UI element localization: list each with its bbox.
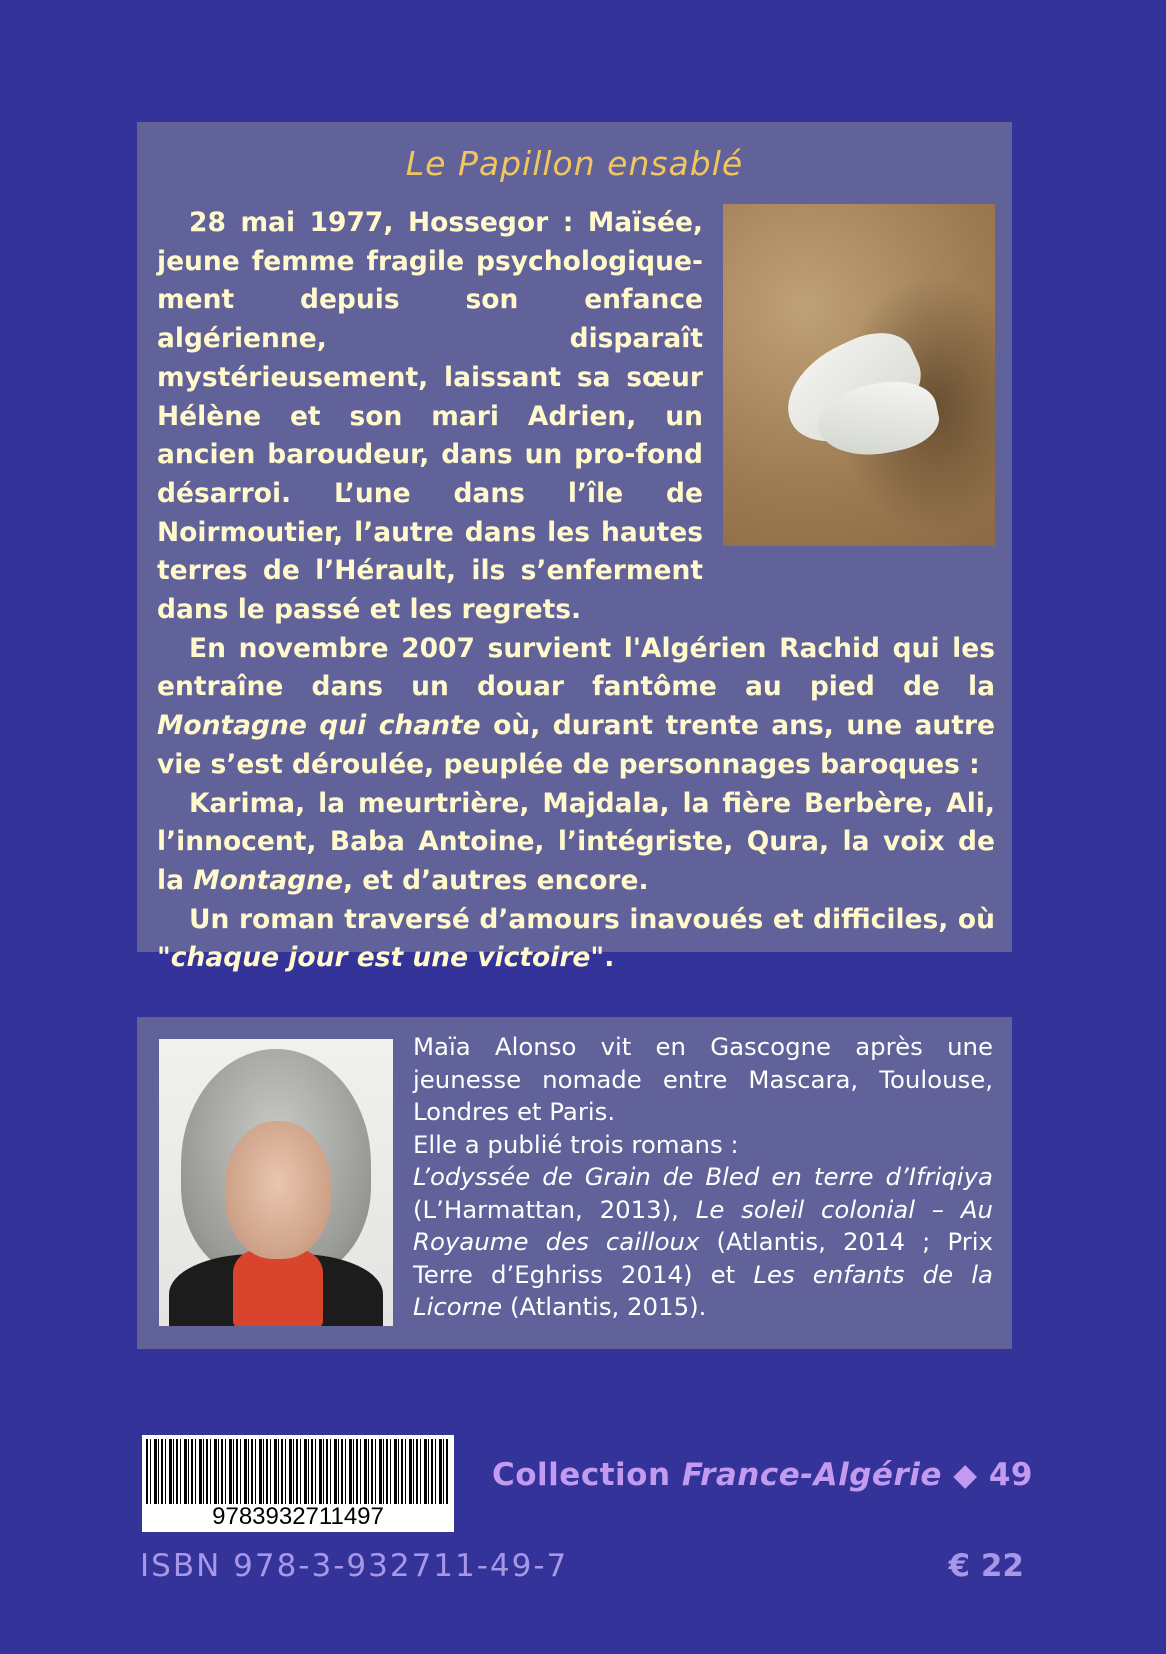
author-bibliography: L’odyssée de Grain de Bled en terre d’Ifriqiya (L’Harmattan, 2013), Le soleil colonial – Au Royaume des cailloux (Atlantis, 2014 ; Prix Terre d’Eghriss 2014) et Les enfants de la Licorne (Atlantis, 2015).: [413, 1162, 993, 1321]
author-bio-intro: Maïa Alonso vit en Gascogne après une jeunesse nomade entre Mascara, Toulouse, Londres et Paris.: [413, 1032, 993, 1126]
barcode-bars: [146, 1439, 450, 1504]
collection-label: Collection France-Algérie ◆ 49: [492, 1457, 1033, 1493]
price: € 22: [948, 1548, 1024, 1584]
author-portrait: [159, 1039, 393, 1326]
synopsis-paragraph-2: En novembre 2007 survient l'Algérien Rachid qui les entraîne dans un douar fantôme au pied de la Montagne qui chante où, durant trente ans, une autre vie s’est déroulée, peuplée de personnages baroques :: [157, 632, 995, 780]
author-bio: [413, 1031, 993, 1324]
barcode: [142, 1435, 454, 1532]
synopsis-paragraph-3: Karima, la meurtrière, Majdala, la fière Berbère, Ali, l’innocent, Baba Antoine, l’intégriste, Qura, la voix de la Montagne, et d’autres encore.: [157, 787, 995, 896]
isbn: ISBN 978-3-932711-49-7: [140, 1548, 569, 1584]
synopsis-text: [157, 204, 995, 978]
author-panel: [137, 1017, 1012, 1349]
butterfly-photo: [723, 204, 995, 546]
synopsis-panel: [137, 122, 1012, 974]
synopsis-paragraph-4: Un roman traversé d’amours inavoués et difficiles, où "chaque jour est une victoire".: [157, 903, 995, 974]
barcode-number: 9783932711497: [212, 1503, 384, 1530]
synopsis-paragraph-1: 28 mai 1977, Hossegor : Maïsée, jeune femme fragile psychologique-ment depuis son enfance algérienne, disparaît mystérieusement, laissant sa sœur Hélène et son mari Adrien, un ancien baroudeur, dans un pro-fond désarroi. L’une dans l’île de Noirmoutier, l’autre dans les hautes terres de l’Hérault, ils s’enferment dans le passé et les regrets.: [157, 207, 703, 626]
book-title: Le Papillon ensablé: [405, 144, 744, 183]
author-bio-books-label: Elle a publié trois romans :: [413, 1129, 739, 1159]
